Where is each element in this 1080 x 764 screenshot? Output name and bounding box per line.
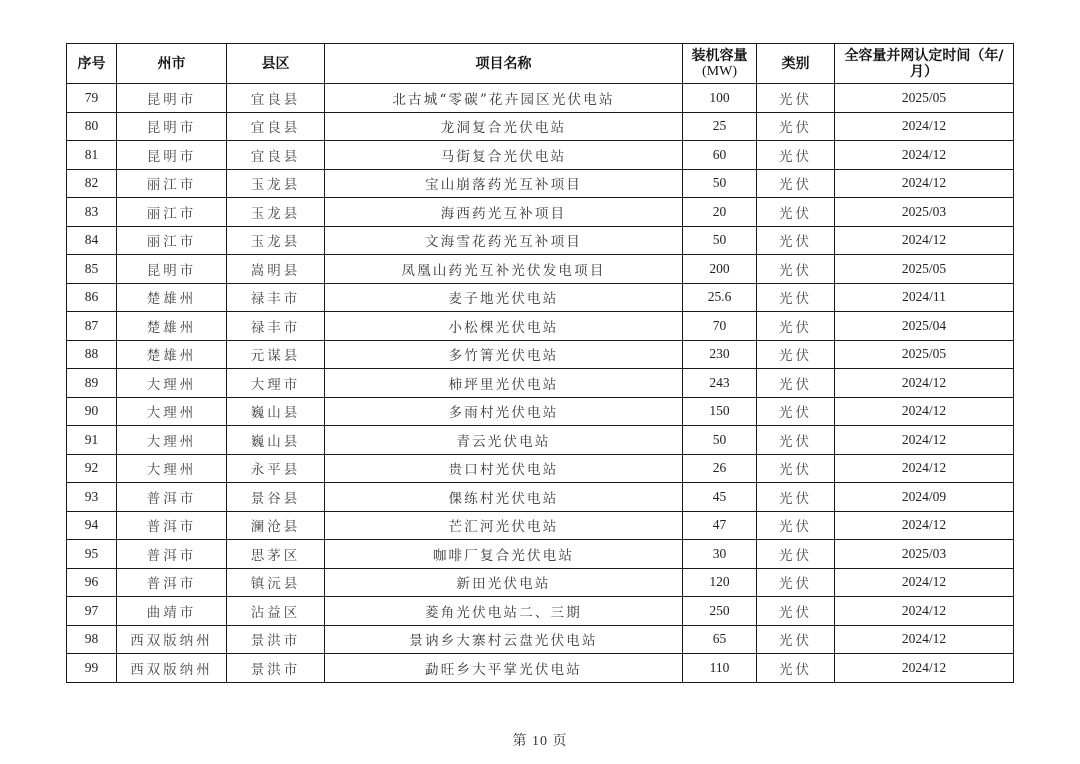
cell-prefecture: 昆明市 bbox=[117, 141, 227, 170]
cell-project-name: 海西药光互补项目 bbox=[325, 198, 683, 227]
cell-project-name: 小松棵光伏电站 bbox=[325, 312, 683, 341]
cell-capacity: 243 bbox=[683, 369, 757, 398]
cell-project-name: 宝山崩落药光互补项目 bbox=[325, 169, 683, 198]
cell-capacity: 60 bbox=[683, 141, 757, 170]
cell-capacity: 250 bbox=[683, 597, 757, 626]
cell-prefecture: 大理州 bbox=[117, 369, 227, 398]
cell-county: 景洪市 bbox=[227, 654, 325, 683]
cell-grid-time: 2024/12 bbox=[835, 141, 1014, 170]
cell-county: 玉龙县 bbox=[227, 169, 325, 198]
cell-county: 景谷县 bbox=[227, 483, 325, 512]
table-row bbox=[67, 169, 1014, 198]
cell-county: 澜沧县 bbox=[227, 511, 325, 540]
table-row bbox=[67, 226, 1014, 255]
cell-capacity: 230 bbox=[683, 340, 757, 369]
cell-category: 光伏 bbox=[757, 226, 835, 255]
cell-prefecture: 楚雄州 bbox=[117, 340, 227, 369]
cell-category: 光伏 bbox=[757, 141, 835, 170]
cell-prefecture: 大理州 bbox=[117, 454, 227, 483]
cell-capacity: 200 bbox=[683, 255, 757, 284]
cell-county: 宜良县 bbox=[227, 112, 325, 141]
table-row bbox=[67, 397, 1014, 426]
cell-project-name: 柿坪里光伏电站 bbox=[325, 369, 683, 398]
cell-prefecture: 普洱市 bbox=[117, 568, 227, 597]
cell-grid-time: 2024/12 bbox=[835, 226, 1014, 255]
cell-prefecture: 大理州 bbox=[117, 426, 227, 455]
project-table bbox=[66, 43, 1014, 683]
cell-category: 光伏 bbox=[757, 169, 835, 198]
cell-index: 89 bbox=[67, 369, 117, 398]
cell-prefecture: 普洱市 bbox=[117, 483, 227, 512]
cell-prefecture: 楚雄州 bbox=[117, 312, 227, 341]
cell-index: 95 bbox=[67, 540, 117, 569]
cell-grid-time: 2024/12 bbox=[835, 568, 1014, 597]
table-row bbox=[67, 141, 1014, 170]
cell-prefecture: 楚雄州 bbox=[117, 283, 227, 312]
cell-project-name: 贵口村光伏电站 bbox=[325, 454, 683, 483]
cell-category: 光伏 bbox=[757, 312, 835, 341]
cell-capacity: 150 bbox=[683, 397, 757, 426]
table-body bbox=[67, 84, 1014, 683]
cell-prefecture: 西双版纳州 bbox=[117, 654, 227, 683]
cell-grid-time: 2024/09 bbox=[835, 483, 1014, 512]
cell-index: 84 bbox=[67, 226, 117, 255]
cell-index: 87 bbox=[67, 312, 117, 341]
cell-capacity: 45 bbox=[683, 483, 757, 512]
cell-project-name: 芒汇河光伏电站 bbox=[325, 511, 683, 540]
table-row bbox=[67, 511, 1014, 540]
header-category: 类别 bbox=[757, 44, 835, 84]
table-header-row bbox=[67, 44, 1014, 84]
cell-index: 83 bbox=[67, 198, 117, 227]
cell-prefecture: 丽江市 bbox=[117, 198, 227, 227]
cell-county: 巍山县 bbox=[227, 426, 325, 455]
cell-county: 玉龙县 bbox=[227, 198, 325, 227]
table-row bbox=[67, 625, 1014, 654]
header-project-name: 项目名称 bbox=[325, 44, 683, 84]
cell-grid-time: 2024/12 bbox=[835, 397, 1014, 426]
cell-category: 光伏 bbox=[757, 625, 835, 654]
cell-grid-time: 2025/05 bbox=[835, 84, 1014, 113]
header-index: 序号 bbox=[67, 44, 117, 84]
cell-project-name: 勐旺乡大平掌光伏电站 bbox=[325, 654, 683, 683]
cell-project-name: 文海雪花药光互补项目 bbox=[325, 226, 683, 255]
cell-county: 禄丰市 bbox=[227, 312, 325, 341]
cell-county: 景洪市 bbox=[227, 625, 325, 654]
cell-prefecture: 丽江市 bbox=[117, 169, 227, 198]
cell-county: 巍山县 bbox=[227, 397, 325, 426]
cell-county: 思茅区 bbox=[227, 540, 325, 569]
cell-prefecture: 昆明市 bbox=[117, 255, 227, 284]
cell-capacity: 100 bbox=[683, 84, 757, 113]
cell-category: 光伏 bbox=[757, 654, 835, 683]
table-row bbox=[67, 369, 1014, 398]
cell-county: 宜良县 bbox=[227, 84, 325, 113]
cell-index: 98 bbox=[67, 625, 117, 654]
cell-category: 光伏 bbox=[757, 340, 835, 369]
cell-capacity: 25 bbox=[683, 112, 757, 141]
cell-grid-time: 2025/05 bbox=[835, 255, 1014, 284]
cell-category: 光伏 bbox=[757, 255, 835, 284]
cell-index: 81 bbox=[67, 141, 117, 170]
cell-prefecture: 丽江市 bbox=[117, 226, 227, 255]
cell-project-name: 凤凰山药光互补光伏发电项目 bbox=[325, 255, 683, 284]
cell-grid-time: 2025/03 bbox=[835, 198, 1014, 227]
table-row bbox=[67, 312, 1014, 341]
cell-prefecture: 昆明市 bbox=[117, 112, 227, 141]
cell-prefecture: 大理州 bbox=[117, 397, 227, 426]
cell-grid-time: 2024/12 bbox=[835, 597, 1014, 626]
cell-grid-time: 2024/12 bbox=[835, 426, 1014, 455]
cell-capacity: 30 bbox=[683, 540, 757, 569]
cell-grid-time: 2025/05 bbox=[835, 340, 1014, 369]
cell-capacity: 25.6 bbox=[683, 283, 757, 312]
cell-grid-time: 2024/12 bbox=[835, 169, 1014, 198]
cell-category: 光伏 bbox=[757, 597, 835, 626]
cell-prefecture: 普洱市 bbox=[117, 540, 227, 569]
cell-capacity: 50 bbox=[683, 226, 757, 255]
cell-grid-time: 2025/04 bbox=[835, 312, 1014, 341]
table-row bbox=[67, 84, 1014, 113]
cell-project-name: 龙洞复合光伏电站 bbox=[325, 112, 683, 141]
table-row bbox=[67, 112, 1014, 141]
cell-prefecture: 曲靖市 bbox=[117, 597, 227, 626]
cell-project-name: 马街复合光伏电站 bbox=[325, 141, 683, 170]
cell-capacity: 70 bbox=[683, 312, 757, 341]
cell-grid-time: 2024/12 bbox=[835, 454, 1014, 483]
cell-index: 96 bbox=[67, 568, 117, 597]
cell-capacity: 120 bbox=[683, 568, 757, 597]
cell-prefecture: 西双版纳州 bbox=[117, 625, 227, 654]
cell-index: 85 bbox=[67, 255, 117, 284]
cell-capacity: 50 bbox=[683, 169, 757, 198]
cell-grid-time: 2024/12 bbox=[835, 654, 1014, 683]
cell-index: 93 bbox=[67, 483, 117, 512]
cell-county: 永平县 bbox=[227, 454, 325, 483]
cell-category: 光伏 bbox=[757, 283, 835, 312]
cell-county: 禄丰市 bbox=[227, 283, 325, 312]
table-row bbox=[67, 283, 1014, 312]
page-number: 第 10 页 bbox=[512, 734, 568, 749]
cell-capacity: 50 bbox=[683, 426, 757, 455]
cell-project-name: 多竹箐光伏电站 bbox=[325, 340, 683, 369]
cell-index: 97 bbox=[67, 597, 117, 626]
cell-county: 嵩明县 bbox=[227, 255, 325, 284]
cell-project-name: 咖啡厂复合光伏电站 bbox=[325, 540, 683, 569]
header-grid-time-line2: 月） bbox=[910, 63, 938, 80]
cell-category: 光伏 bbox=[757, 483, 835, 512]
cell-category: 光伏 bbox=[757, 397, 835, 426]
table-row bbox=[67, 568, 1014, 597]
cell-project-name: 新田光伏电站 bbox=[325, 568, 683, 597]
header-capacity bbox=[683, 44, 757, 84]
cell-index: 92 bbox=[67, 454, 117, 483]
cell-index: 82 bbox=[67, 169, 117, 198]
cell-county: 大理市 bbox=[227, 369, 325, 398]
cell-grid-time: 2024/12 bbox=[835, 112, 1014, 141]
cell-category: 光伏 bbox=[757, 568, 835, 597]
cell-category: 光伏 bbox=[757, 112, 835, 141]
cell-category: 光伏 bbox=[757, 511, 835, 540]
cell-project-name: 景讷乡大寨村云盘光伏电站 bbox=[325, 625, 683, 654]
cell-grid-time: 2024/11 bbox=[835, 283, 1014, 312]
cell-category: 光伏 bbox=[757, 454, 835, 483]
cell-index: 94 bbox=[67, 511, 117, 540]
cell-grid-time: 2024/12 bbox=[835, 511, 1014, 540]
cell-capacity: 47 bbox=[683, 511, 757, 540]
table-row bbox=[67, 597, 1014, 626]
cell-category: 光伏 bbox=[757, 369, 835, 398]
cell-county: 元谋县 bbox=[227, 340, 325, 369]
cell-county: 镇沅县 bbox=[227, 568, 325, 597]
cell-project-name: 麦子地光伏电站 bbox=[325, 283, 683, 312]
cell-index: 79 bbox=[67, 84, 117, 113]
table-row bbox=[67, 483, 1014, 512]
cell-project-name: 菱角光伏电站二、三期 bbox=[325, 597, 683, 626]
cell-grid-time: 2025/03 bbox=[835, 540, 1014, 569]
cell-grid-time: 2024/12 bbox=[835, 625, 1014, 654]
cell-index: 90 bbox=[67, 397, 117, 426]
cell-project-name: 青云光伏电站 bbox=[325, 426, 683, 455]
header-prefecture: 州市 bbox=[117, 44, 227, 84]
cell-category: 光伏 bbox=[757, 84, 835, 113]
cell-capacity: 20 bbox=[683, 198, 757, 227]
table-row bbox=[67, 255, 1014, 284]
cell-project-name: 多雨村光伏电站 bbox=[325, 397, 683, 426]
cell-category: 光伏 bbox=[757, 426, 835, 455]
table-row bbox=[67, 198, 1014, 227]
header-grid-time-line1: 全容量并网认定时间（年/ bbox=[844, 47, 1004, 64]
cell-county: 沾益区 bbox=[227, 597, 325, 626]
cell-prefecture: 普洱市 bbox=[117, 511, 227, 540]
table-row bbox=[67, 340, 1014, 369]
cell-category: 光伏 bbox=[757, 198, 835, 227]
table-row bbox=[67, 454, 1014, 483]
cell-index: 80 bbox=[67, 112, 117, 141]
header-capacity-unit: (MW) bbox=[702, 63, 737, 79]
cell-prefecture: 昆明市 bbox=[117, 84, 227, 113]
table-row bbox=[67, 540, 1014, 569]
cell-capacity: 110 bbox=[683, 654, 757, 683]
cell-capacity: 65 bbox=[683, 625, 757, 654]
cell-index: 88 bbox=[67, 340, 117, 369]
cell-project-name: 北古城“零碳”花卉园区光伏电站 bbox=[325, 84, 683, 113]
cell-index: 86 bbox=[67, 283, 117, 312]
cell-index: 91 bbox=[67, 426, 117, 455]
table-row bbox=[67, 654, 1014, 683]
cell-category: 光伏 bbox=[757, 540, 835, 569]
cell-county: 宜良县 bbox=[227, 141, 325, 170]
cell-index: 99 bbox=[67, 654, 117, 683]
table-row bbox=[67, 426, 1014, 455]
cell-project-name: 倮练村光伏电站 bbox=[325, 483, 683, 512]
cell-grid-time: 2024/12 bbox=[835, 369, 1014, 398]
header-grid-time bbox=[835, 44, 1014, 84]
cell-capacity: 26 bbox=[683, 454, 757, 483]
header-county: 县区 bbox=[227, 44, 325, 84]
cell-county: 玉龙县 bbox=[227, 226, 325, 255]
header-capacity-label: 装机容量 bbox=[691, 47, 748, 64]
